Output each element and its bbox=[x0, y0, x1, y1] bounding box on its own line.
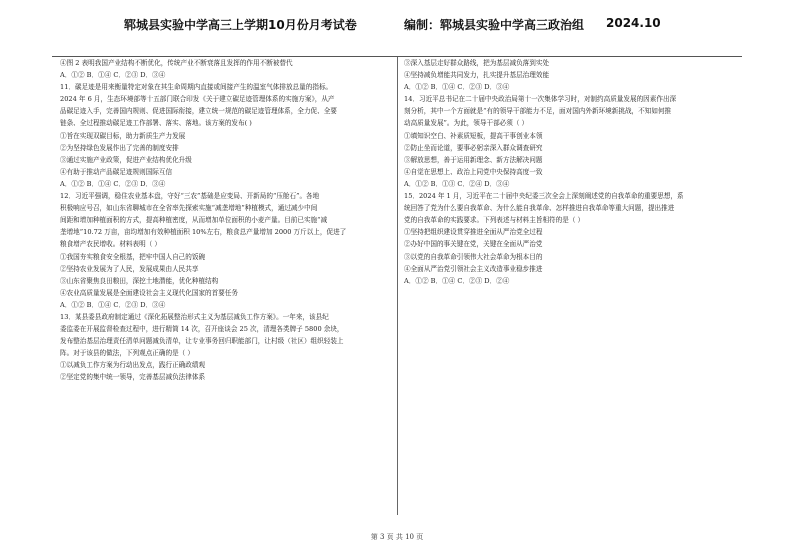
right-column-line: ④自觉在思想上、政治上同党中央保持高度一致 bbox=[404, 167, 543, 176]
left-column-line: ④有助于推动产品碳足迹规则国际互信 bbox=[60, 167, 173, 176]
left-column-line: ①旨在实现双碳目标，助力新质生产力发展 bbox=[60, 131, 186, 140]
left-column-line: 链条、全过程推动碳足迹工作部署、落实、落地。该方案的发布( ) bbox=[60, 119, 252, 128]
right-column-line: A．①② B．①③ C．②④ D．③④ bbox=[404, 179, 510, 188]
right-column-line: 刻分析，其中一个方面就是“有的领导干部能力不足，面对国内外新环境新挑战，不知如何推 bbox=[404, 107, 672, 116]
left-column-line: ④农业高质量发展是全面建设社会主义现代化国家的首要任务 bbox=[60, 288, 239, 297]
left-column-line: 13．某县委县政府制定通过《深化拓展整治形式主义为基层减负工作方案》。一年来，该县纪 bbox=[60, 312, 329, 321]
left-column-line: 委监委在开展监督检查过程中，进行精简 14 次，召开座谈会 25 次，清理各类牌子 5800 余块， bbox=[60, 325, 344, 334]
left-column-line: 阵。对于该县的做法，下列观点正确的是（ ） bbox=[60, 349, 194, 358]
right-column-line: ②办好中国的事关键在党，关键在全面从严治党 bbox=[404, 240, 543, 249]
left-column-line: A．①② B．①④ C．②③ D．③④ bbox=[60, 300, 166, 309]
left-column-line: 间距和增加种植面积的方式，提高种植密度，从而增加单位面积的小麦产量。目前已实施“减 bbox=[60, 216, 328, 225]
right-column-line: ①填知识空白、补素质短板，提高干事创业本领 bbox=[404, 131, 543, 140]
left-column-line: ①以减负工作方案为行动出发点，践行正确政绩观 bbox=[60, 361, 206, 370]
left-column-line: 垄增地”10.72 万亩，亩均增加有效种植面积 10%左右，粮食总产量增加 2000 万斤以上，促进了 bbox=[60, 228, 347, 237]
page-number: 第 3 页 共 10 页 bbox=[370, 533, 424, 541]
left-column-line: 12．习近平强调，稳住农业基本盘，守好“三农”基础是应变局、开新局的“压舱石”。各地 bbox=[60, 192, 320, 201]
left-column-line: ①我国夯实粮食安全根基，把牢中国人自己的饭碗 bbox=[60, 252, 206, 261]
right-column-line: 动高质量发展”。为此，领导干部必须（ ） bbox=[404, 119, 529, 128]
exam-header bbox=[0, 8, 794, 38]
right-column-line: 统回答了党为什么要自我革命、为什么能自我革命、怎样推进自我革命等重大问题，提出推进 bbox=[404, 204, 675, 213]
right-column-line: 党的自我革命的实践要求。下列表述与材料主旨相符的是（ ） bbox=[404, 216, 585, 225]
right-column-line: 15．2024 年 1 月，习近平在二十届中央纪委三次全会上深刻阐述党的自我革命的重要思想，系 bbox=[404, 192, 684, 201]
right-column-line: ④坚持减负增能共同发力，扎实提升基层治理效能 bbox=[404, 71, 550, 80]
right-column-line: ③以党的自我革命引领伟大社会革命为根本目的 bbox=[404, 252, 543, 261]
left-column-line: 粮食增产农民增收。材料表明（ ） bbox=[60, 240, 162, 249]
left-column-line: A．①② B．①④ C．②③ D．③④ bbox=[60, 179, 166, 188]
right-column-line: ③深入基层走好群众路线，把为基层减负落到实处 bbox=[404, 59, 550, 67]
right-column bbox=[404, 57, 740, 287]
left-column bbox=[60, 57, 390, 384]
exam-date: 2024.10 bbox=[606, 16, 661, 30]
left-column-line: ④图 2 表明我国产业结构不断优化，传统产业不断衰落且发挥的作用不断被替代 bbox=[60, 59, 293, 67]
left-column-line: ③通过实施产业政策，促进产业结构优化升级 bbox=[60, 155, 192, 164]
left-column-line: ③山东省聚焦良田粮田，深挖土地潜能，优化种植结构 bbox=[60, 276, 219, 285]
right-column-line: 14．习近平总书记在二十届中央政治局第十一次集体学习时，对制约高质量发展的因素作出深 bbox=[404, 95, 677, 104]
left-column-line: 11．碳足迹是用来衡量特定对象在其生命周期内直接或间接产生的温室气体排放总量的指标。 bbox=[60, 83, 333, 92]
left-column-line: ②坚定党的集中统一领导，完善基层减负法律体系 bbox=[60, 373, 206, 382]
right-column-line: A．①② B．①④ C．②③ D．②④ bbox=[404, 276, 510, 285]
left-column-line: 品碳足迹入手，完善国内规则、促进国际衔接，建立统一规范的碳足迹管理体系，全力促、全要 bbox=[60, 107, 337, 116]
right-column-line: ②防止坐而论道，要事必躬亲深入群众调查研究 bbox=[404, 143, 543, 152]
right-column-line: ①坚持把组织建设贯穿推进全面从严治党全过程 bbox=[404, 228, 543, 237]
right-column-line: A．①② B．①④ C．②③ D．③④ bbox=[404, 83, 510, 92]
left-column-line: 2024 年 6 月，生态环境部等十五部门联合印发《关于建立碳足迹管理体系的实施方案》，从产 bbox=[60, 95, 335, 104]
right-column-line: ③解放思想，善于运用新理念、新方法解决问题 bbox=[404, 155, 543, 164]
left-column-line: ②为坚持绿色发展作出了完善的制度安排 bbox=[60, 143, 179, 152]
left-column-line: ②坚持农业发展为了人民，发展成果由人民共享 bbox=[60, 264, 199, 273]
exam-title: 郓城县实验中学高三上学期10月份月考试卷 bbox=[124, 18, 357, 32]
compiler-label: 编制：郓城县实验中学高三政治组 bbox=[404, 18, 585, 32]
left-column-line: 积极响应号召，如山东省聊城市在全省率先探索实施“减垄增地”种植模式，通过减少中间 bbox=[60, 204, 318, 213]
left-column-line: A．①② B．①④ C．②③ D．③④ bbox=[60, 71, 166, 80]
column-divider bbox=[397, 57, 398, 515]
right-column-line: ④全面从严治党引领社会主义改造事业稳步推进 bbox=[404, 264, 543, 273]
left-column-line: 发布整治基层治理责任清单问题减负清单，让专业事务回归职能部门，让村级（社区）组织轻装上 bbox=[60, 337, 344, 346]
